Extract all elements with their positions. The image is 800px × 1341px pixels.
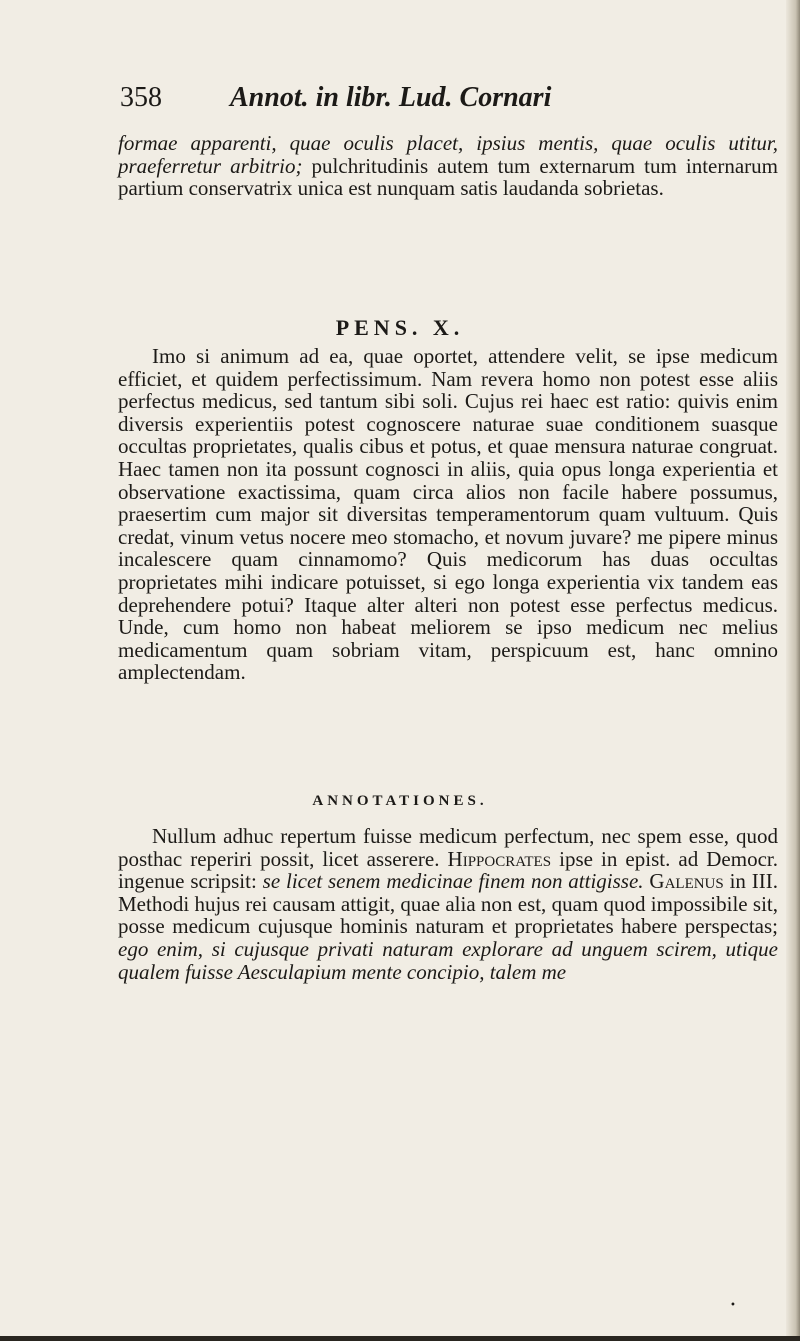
section-heading-pens: PENS. X. (335, 315, 465, 340)
footer-bullet: • (730, 1300, 736, 1311)
name-hippocrates: Hippocrates (447, 846, 552, 871)
p3-text-a: Nullum adhuc repertum fuisse medicum perfectum, nec spem esse, quod posthac reperiri possit, licet asserere. (118, 824, 778, 871)
paragraph1-italic: formae apparenti, quae oculis placet, ipsius mentis, quae oculis utitur, praeferretur arbitrio; (118, 131, 778, 178)
quote-hippocrates: se licet senem medicinae finem non attigisse. (262, 869, 644, 894)
page-number: 358 (120, 82, 162, 113)
running-head: Annot. in libr. Lud. Cornari (230, 82, 552, 113)
page-spine-shadow (786, 0, 800, 1341)
quote-galenus: ego enim, si cujusque privati naturam explorare ad unguem scirem, utique qualem fuisse Aesculapium mente concipio, talem me (118, 936, 778, 984)
paragraph-pens-x: Imo si animum ad ea, quae oportet, attendere velit, se ipse medicum efficiet, et quidem perfectissimum. Nam revera homo non potest esse aliis perfectus medicus, sed tantum sibi soli. Cujus rei haec est ratio: quivis enim diversis experientiis potest cognoscere naturae suae conditionem suasque occultas proprietates, qualis cibus et potus, et quae mensura naturae congruat. Haec tamen non ita possunt cognosci in aliis, quia opus longa experientia et observatione exactissima, quam circa alios non facile habere possumus, praesertim cum major sit diversitas temperamentorum quam vultuum. Quis credat, vinum vetus nocere meo stomacho, et novum juvare? me pipere minus incalescere quam cinnamomo? Quis medicorum has duas occultas proprietates mihi indicare potuisset, si ego longa experientia vix tandem eas deprehendere potui? Itaque alter alteri non potest esse perfectus medicus. Unde, cum homo non habeat meliorem se ipso medicum nec melius medicamentum quam sobriam vitam, perspicuum est, hanc omnino amplectendam. (118, 344, 778, 685)
paragraph-annotationes (118, 825, 778, 983)
name-galenus: Galenus (649, 869, 724, 894)
paragraph-continuation (118, 132, 778, 200)
bottom-edge-rule (0, 1336, 800, 1341)
paragraph1-roman: pulchritudinis autem tum externarum tum internarum partium conservatrix unica est nunquam satis laudanda sobrietas. (118, 153, 778, 201)
p3-text-d: in III. Methodi hujus rei causam attigit, quae alia non est, quam quod impossibile sit, posse medicum cujusque hominis naturam et proprietates habere perspectas; (118, 869, 778, 939)
section-heading-annotationes: ANNOTATIONES. (312, 793, 488, 809)
p3-text-b: ipse in epist. ad Democr. ingenue scripsit: (118, 846, 778, 894)
